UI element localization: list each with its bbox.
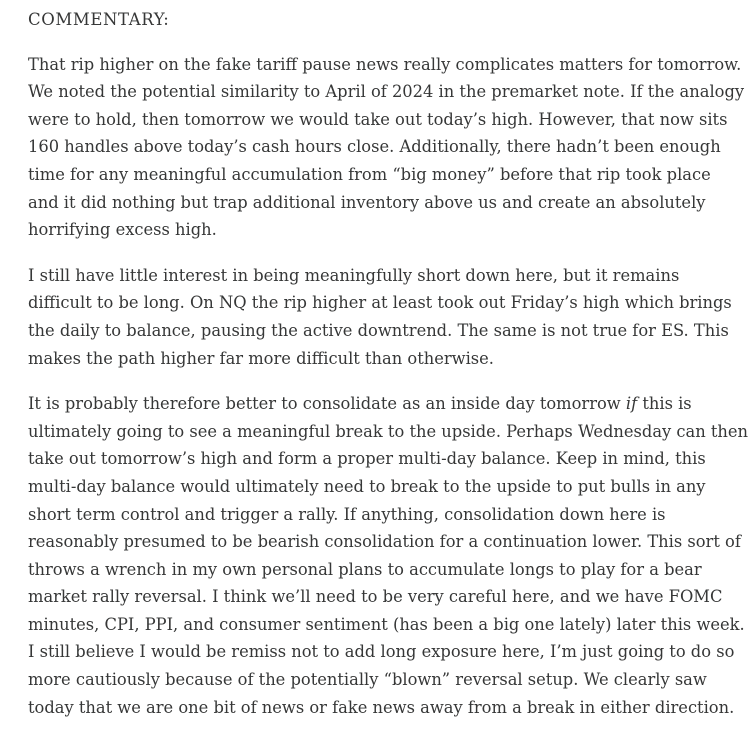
- text-line: minutes, CPI, PPI, and consumer sentiment (has been a big one lately) later this week.: [28, 614, 745, 634]
- section-heading: COMMENTARY:: [28, 10, 170, 29]
- commentary-article: [28, 6, 749, 739]
- text-line: short term control and trigger a rally. If anything, consolidation down here is: [28, 504, 666, 524]
- text-line: time for any meaningful accumulation from “big money” before that rip took place: [28, 164, 711, 184]
- paragraph-2: [28, 262, 732, 372]
- text-line: take out tomorrow’s high and form a proper multi-day balance. Keep in mind, this: [28, 449, 706, 469]
- text-line: ultimately going to see a meaningful break to the upside. Perhaps Wednesday can then: [28, 421, 749, 441]
- text-line: makes the path higher far more difficult than otherwise.: [28, 348, 494, 368]
- text-line: 160 handles above today’s cash hours close. Additionally, there hadn’t been enough: [28, 137, 721, 157]
- text-line: more cautiously because of the potentially “blown” reversal setup. We clearly saw: [28, 670, 707, 690]
- text-line: multi-day balance would ultimately need to break to the upside to put bulls in any: [28, 476, 706, 496]
- emphasis-text: if: [625, 394, 638, 414]
- text-line: We noted the potential similarity to April of 2024 in the premarket note. If the analogy: [28, 82, 745, 102]
- text-line: reasonably presumed to be bearish consolidation for a continuation lower. This sort of: [28, 532, 741, 552]
- text-line: I still believe I would be remiss not to add long exposure here, I’m just going to do so: [28, 642, 735, 662]
- text-line: That rip higher on the fake tariff pause news really complicates matters for tomorrow.: [28, 54, 742, 74]
- text-line-with-emphasis: [28, 390, 726, 418]
- text-line: difficult to be long. On NQ the rip higher at least took out Friday’s high which brings: [28, 293, 732, 313]
- text-line: throws a wrench in my own personal plans to accumulate longs to play for a bear: [28, 559, 702, 579]
- text-line: were to hold, then tomorrow we would take out today’s high. However, that now sits: [28, 109, 728, 129]
- text-line: and it did nothing but trap additional inventory above us and create an absolutely: [28, 192, 706, 212]
- paragraph-3: [28, 390, 749, 721]
- text-line: the daily to balance, pausing the active downtrend. The same is not true for ES. This: [28, 320, 729, 340]
- text-segment: this is: [637, 394, 692, 414]
- text-line: market rally reversal. I think we’ll need to be very careful here, and we have FOMC: [28, 587, 723, 607]
- text-line: today that we are one bit of news or fake news away from a break in either direction.: [28, 697, 735, 717]
- text-line: I still have little interest in being meaningfully short down here, but it remains: [28, 265, 680, 285]
- text-line: horrifying excess high.: [28, 220, 217, 240]
- text-segment: It is probably therefore better to consolidate as an inside day tomorrow: [28, 394, 626, 414]
- paragraph-1: [28, 51, 745, 244]
